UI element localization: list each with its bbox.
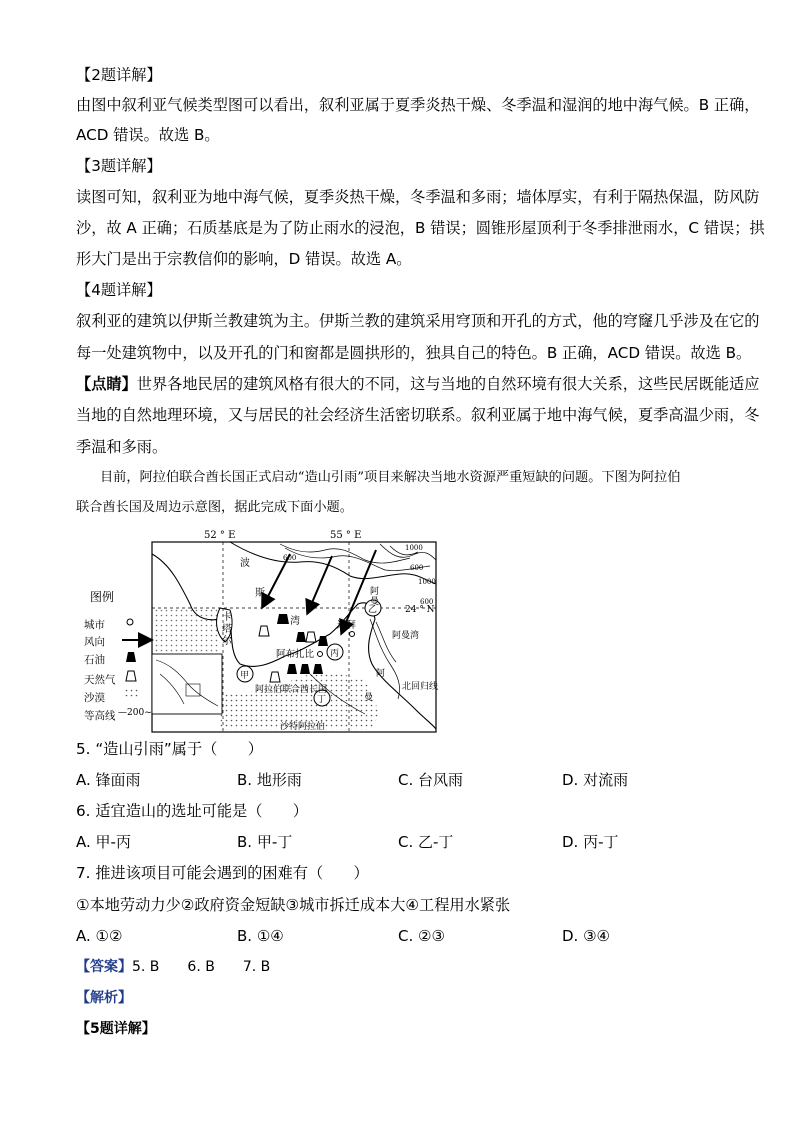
legend-title: 图例 bbox=[90, 590, 115, 604]
city-abu-dhabi bbox=[318, 652, 323, 657]
q5-stem: 5. “造山引雨”属于（ ） bbox=[76, 740, 263, 758]
dianjing-line3: 季温和多雨。 bbox=[76, 438, 168, 456]
q5-option-d[interactable]: D. 对流雨 bbox=[562, 771, 629, 789]
q6-option-a[interactable]: A. 甲-丙 bbox=[76, 833, 131, 851]
qatar-label-2: 塔 bbox=[222, 624, 232, 635]
city-dubai bbox=[350, 632, 355, 637]
section4-paragraph-line1: 叙利亚的建筑以伊斯兰教建筑为主。伊斯兰教的建筑采用穹顶和开孔的方式，他的穹窿几乎涉及在它的 bbox=[76, 312, 760, 330]
oman-label-2: 曼 bbox=[364, 693, 374, 703]
q7-option-d[interactable]: D. ③④ bbox=[562, 927, 610, 945]
legend-oil-label: 石油 bbox=[84, 654, 105, 666]
site-jia-label: 甲 bbox=[240, 671, 250, 681]
legend-gas-label: 天然气 bbox=[84, 674, 116, 686]
gas-symbol bbox=[259, 626, 269, 636]
dianjing-text: 世界各地民居的建筑风格有很大的不同，这与当地的自然环境有很大关系，这些民居既能适应 bbox=[136, 375, 760, 393]
q5-option-a[interactable]: A. 锋面雨 bbox=[76, 771, 141, 789]
dianjing-line1 bbox=[76, 375, 759, 393]
legend-contour-label: 等高线 bbox=[84, 710, 116, 722]
section3-paragraph-line2: 沙，故 A 正确；石质基底是为了防止雨水的浸泡，B 错误；圆锥形屋顶利于冬季排泄雨水，C 错误；拱 bbox=[76, 219, 765, 237]
section5-heading: 【5题详解】 bbox=[76, 1021, 156, 1037]
site-ding-label: 丁 bbox=[317, 695, 327, 705]
analysis-label: 【解析】 bbox=[76, 990, 132, 1006]
oil-symbol bbox=[277, 614, 289, 624]
q6-option-d[interactable]: D. 丙-丁 bbox=[562, 833, 619, 851]
lat-label-24n: 24 ° N bbox=[405, 605, 435, 615]
legend-desert-icon bbox=[124, 689, 138, 698]
section4-paragraph-line2: 每一处建筑物中，以及开孔的门和窗都是圆拱形的，独具自己的特色。B 正确，ACD 错误。故选 B。 bbox=[76, 344, 752, 362]
q6-stem: 6. 适宜造山的选址可能是（ ） bbox=[76, 802, 308, 820]
intro-line2: 联合酋长国及周边示意图，据此完成下面小题。 bbox=[76, 500, 353, 515]
gulf-label-1: 波 bbox=[240, 558, 250, 569]
section3-heading: 【3题详解】 bbox=[76, 157, 162, 175]
legend-wind-label: 风向 bbox=[84, 636, 105, 648]
legend-desert-label: 沙漠 bbox=[84, 692, 105, 704]
section3-paragraph-line3: 形大门是出于宗教信仰的影响，D 错误。故选 A。 bbox=[76, 250, 412, 268]
dianjing-label: 【点睛】 bbox=[76, 375, 137, 393]
intro-line1: 目前，阿拉伯联合酋长国正式启动“造山引雨”项目来解决当地水资源严重短缺的问题。下图为阿拉伯 bbox=[100, 470, 681, 485]
dianjing-line2: 当地的自然地理环境，又与居民的社会经济生活密切联系。叙利亚属于地中海气候，夏季高温少雨，冬 bbox=[76, 406, 760, 424]
section2-paragraph-line2: ACD 错误。故选 B。 bbox=[76, 126, 220, 144]
contour-label-600c: 600 bbox=[420, 598, 434, 606]
saudi-label: 沙特阿拉伯 bbox=[280, 722, 326, 732]
tropic-label: 北回归线 bbox=[402, 682, 439, 692]
legend-city-icon bbox=[127, 619, 133, 625]
oman-label-1: 阿 bbox=[376, 669, 386, 679]
gas-symbol bbox=[270, 672, 280, 682]
site-yi-label: 乙 bbox=[368, 605, 378, 615]
lon-label-52e: 52 ° E bbox=[204, 530, 236, 541]
legend-oil-icon bbox=[126, 652, 136, 662]
legend-contour-value: 200 bbox=[127, 708, 145, 718]
q7-stem: 7. 推进该项目可能会遇到的困难有（ ） bbox=[76, 864, 369, 882]
contour-label-600: 600 bbox=[283, 554, 297, 562]
oman-north-label-1: 阿 bbox=[370, 587, 380, 597]
oman-gulf-label: 阿曼湾 bbox=[392, 631, 420, 641]
section2-paragraph-line1: 由图中叙利亚气候类型图可以看出，叙利亚属于夏季炎热干燥、冬季温和湿润的地中海气候。B 正确， bbox=[76, 96, 760, 114]
section3-paragraph-line1: 读图可知，叙利亚为地中海气候，夏季炎热干燥，冬季温和多雨；墙体厚实，有利于隔热保温，防风防 bbox=[76, 188, 760, 206]
q6-option-c[interactable]: C. 乙-丁 bbox=[398, 833, 454, 851]
lon-label-55e: 55 ° E bbox=[330, 530, 362, 541]
oman-north-label-2: 曼 bbox=[370, 597, 380, 607]
uae-label: 阿拉伯联合酋长国 bbox=[255, 685, 328, 695]
contour-label-600b: 600 bbox=[410, 564, 424, 572]
qatar-label-1: 卡 bbox=[222, 612, 232, 623]
contour-label-1000b: 1000 bbox=[418, 578, 436, 586]
q7-option-a[interactable]: A. ①② bbox=[76, 927, 123, 945]
legend-contour-sample: —200~ bbox=[118, 708, 152, 718]
site-bing-label: 丙 bbox=[330, 649, 340, 659]
q7-option-b[interactable]: B. ①④ bbox=[237, 927, 284, 945]
dubai-label: 迪拜 bbox=[337, 620, 357, 631]
abudhabi-label: 阿布扎比 bbox=[276, 649, 315, 660]
answer-line bbox=[76, 958, 270, 976]
q5-option-b[interactable]: B. 地形雨 bbox=[237, 771, 302, 789]
contour-label-1000: 1000 bbox=[405, 544, 423, 552]
answer-label: 【答案】 bbox=[76, 959, 132, 975]
section4-heading: 【4题详解】 bbox=[76, 281, 162, 299]
q6-option-b[interactable]: B. 甲-丁 bbox=[237, 833, 293, 851]
section2-heading: 【2题详解】 bbox=[76, 66, 162, 84]
gulf-label-2: 斯 bbox=[255, 588, 265, 599]
q7-items: ①本地劳动力少②政府资金短缺③城市拆迁成本大④工程用水紧张 bbox=[76, 896, 511, 914]
qatar-label-3: 尔 bbox=[222, 636, 232, 647]
legend-city-label: 城市 bbox=[84, 619, 105, 631]
q7-option-c[interactable]: C. ②③ bbox=[398, 927, 445, 945]
answer-text: 5. B 6. B 7. B bbox=[132, 959, 271, 975]
uae-map-figure bbox=[80, 524, 440, 736]
gulf-label-3: 湾 bbox=[290, 616, 300, 627]
legend-gas-icon bbox=[126, 671, 136, 681]
gas-symbol bbox=[306, 632, 316, 642]
q5-option-c[interactable]: C. 台风雨 bbox=[398, 771, 464, 789]
